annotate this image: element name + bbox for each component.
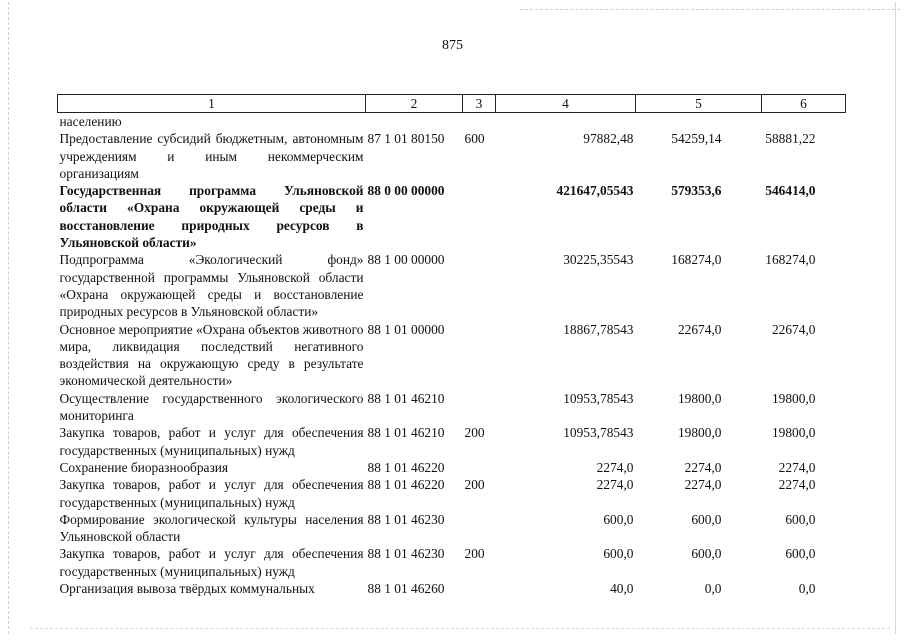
cell-year1: 10953,78543 bbox=[563, 390, 634, 406]
cell-expense-type bbox=[463, 580, 496, 597]
cell-name: Закупка товаров, работ и услуг для обеспечения государственных (муниципальных) нужд bbox=[59, 425, 364, 458]
header-col-year1: 4 bbox=[496, 95, 636, 113]
cell-year1: 600,0 bbox=[603, 546, 634, 562]
cell-year3: 600,0 bbox=[785, 546, 816, 562]
table-row bbox=[58, 251, 846, 320]
budget-table bbox=[57, 94, 846, 597]
cell-expense-type bbox=[463, 251, 496, 320]
header-col-name: 1 bbox=[58, 95, 366, 113]
cell-year3: 2274,0 bbox=[778, 477, 816, 493]
cell-code: 88 1 01 46220 bbox=[367, 477, 445, 493]
cell-code: 88 0 00 00000 bbox=[367, 183, 445, 199]
table-row bbox=[58, 424, 846, 459]
cell-name: Организация вывоза твёрдых коммунальных bbox=[59, 581, 315, 597]
cell-year2: 579353,6 bbox=[671, 183, 722, 199]
cell-year2: 2274,0 bbox=[684, 459, 722, 475]
header-col-year3: 6 bbox=[762, 95, 846, 113]
cell-code: 87 1 01 80150 bbox=[367, 131, 445, 147]
table-row bbox=[58, 182, 846, 251]
cell-code: 88 1 01 00000 bbox=[367, 321, 445, 337]
cell-year3: 58881,22 bbox=[765, 131, 816, 147]
cell-year2: 22674,0 bbox=[677, 321, 722, 337]
cell-year3: 19800,0 bbox=[771, 390, 816, 406]
cell-name: Подпрограмма «Экологический фонд» государственной программы Ульяновской области «Охрана окружающей среды и восстановление природных ресурсов в Ульяновской области» bbox=[59, 252, 364, 320]
cell-name: Государственная программа Ульяновской области «Охрана окружающей среды и восстановление природных ресурсов в Ульяновской области» bbox=[59, 183, 364, 251]
cell-year1: 30225,35543 bbox=[563, 252, 634, 268]
cell-expense-type: 200 bbox=[464, 425, 485, 441]
cell-name: Формирование экологической культуры населения Ульяновской области bbox=[59, 511, 364, 545]
table-header bbox=[58, 95, 846, 113]
cell-year3: 600,0 bbox=[785, 511, 816, 527]
cell-year3: 168274,0 bbox=[765, 252, 816, 268]
table-row bbox=[58, 476, 846, 511]
cell-name: населению bbox=[59, 114, 122, 129]
cell-year2: 54259,14 bbox=[671, 131, 722, 147]
cell-code: 88 1 01 46210 bbox=[367, 390, 445, 406]
table-row bbox=[58, 545, 846, 580]
cell-expense-type bbox=[463, 459, 496, 476]
cell-year2: 19800,0 bbox=[677, 425, 722, 441]
cell-expense-type bbox=[463, 390, 496, 425]
cell-year1: 18867,78543 bbox=[563, 321, 634, 337]
cell-expense-type: 600 bbox=[464, 131, 485, 147]
cell-code: 88 1 01 46230 bbox=[367, 511, 445, 527]
cell-expense-type bbox=[463, 182, 496, 251]
cell-name: Осуществление государственного экологического мониторинга bbox=[59, 390, 364, 424]
page-number: 875 bbox=[442, 38, 463, 53]
cell-name: Закупка товаров, работ и услуг для обеспечения государственных (муниципальных) нужд bbox=[59, 546, 364, 579]
table-row bbox=[58, 390, 846, 425]
header-col-code: 2 bbox=[366, 95, 463, 113]
cell-year3: 19800,0 bbox=[771, 425, 816, 441]
cell-year2: 168274,0 bbox=[671, 252, 722, 268]
cell-name: Сохранение биоразнообразия bbox=[59, 459, 229, 475]
cell-expense-type bbox=[463, 321, 496, 390]
cell-code: 88 1 01 46210 bbox=[367, 425, 445, 441]
cell-year2: 600,0 bbox=[691, 511, 722, 527]
table-row bbox=[58, 321, 846, 390]
table-row bbox=[58, 580, 846, 597]
cell-year1: 421647,05543 bbox=[556, 183, 634, 199]
cell-year3: 0,0 bbox=[798, 581, 816, 597]
cell-expense-type bbox=[463, 511, 496, 546]
cell-name: Предоставление субсидий бюджетным, автономным учреждениям и иным некоммерческим организациям bbox=[59, 131, 364, 181]
cell-code bbox=[366, 113, 463, 131]
cell-year1: 2274,0 bbox=[596, 477, 634, 493]
cell-year1: 2274,0 bbox=[596, 459, 634, 475]
cell-expense-type: 200 bbox=[464, 477, 485, 493]
cell-year3: 22674,0 bbox=[771, 321, 816, 337]
cell-expense-type: 200 bbox=[464, 546, 485, 562]
table-body bbox=[58, 113, 846, 598]
cell-year1: 97882,48 bbox=[583, 131, 634, 147]
header-col-vr: 3 bbox=[463, 95, 496, 113]
cell-year3 bbox=[762, 113, 846, 131]
cell-year1: 600,0 bbox=[603, 511, 634, 527]
cell-code: 88 1 01 46260 bbox=[367, 581, 445, 597]
table-row bbox=[58, 459, 846, 476]
cell-year1: 10953,78543 bbox=[563, 425, 634, 441]
table-row bbox=[58, 113, 846, 131]
cell-expense-type bbox=[463, 113, 496, 131]
cell-year2: 2274,0 bbox=[684, 477, 722, 493]
header-row bbox=[58, 95, 846, 113]
cell-year2: 600,0 bbox=[691, 546, 722, 562]
cell-year1: 40,0 bbox=[610, 581, 634, 597]
table-row bbox=[58, 130, 846, 182]
cell-year2: 0,0 bbox=[704, 581, 722, 597]
cell-year1 bbox=[496, 113, 636, 131]
cell-code: 88 1 00 00000 bbox=[367, 252, 445, 268]
cell-code: 88 1 01 46230 bbox=[367, 546, 445, 562]
header-col-year2: 5 bbox=[636, 95, 762, 113]
cell-year3: 2274,0 bbox=[778, 459, 816, 475]
cell-name: Закупка товаров, работ и услуг для обеспечения государственных (муниципальных) нужд bbox=[59, 477, 364, 510]
scan-bottom-edge bbox=[30, 628, 890, 629]
table-row bbox=[58, 511, 846, 546]
cell-year3: 546414,0 bbox=[765, 183, 816, 199]
scan-top-edge bbox=[520, 9, 900, 10]
cell-year2: 19800,0 bbox=[677, 390, 722, 406]
cell-year2 bbox=[636, 113, 762, 131]
cell-name: Основное мероприятие «Охрана объектов животного мира, ликвидация последствий негативного воздействия на окружающую среду в результате экономической деятельности» bbox=[59, 321, 364, 389]
cell-code: 88 1 01 46220 bbox=[367, 459, 445, 475]
